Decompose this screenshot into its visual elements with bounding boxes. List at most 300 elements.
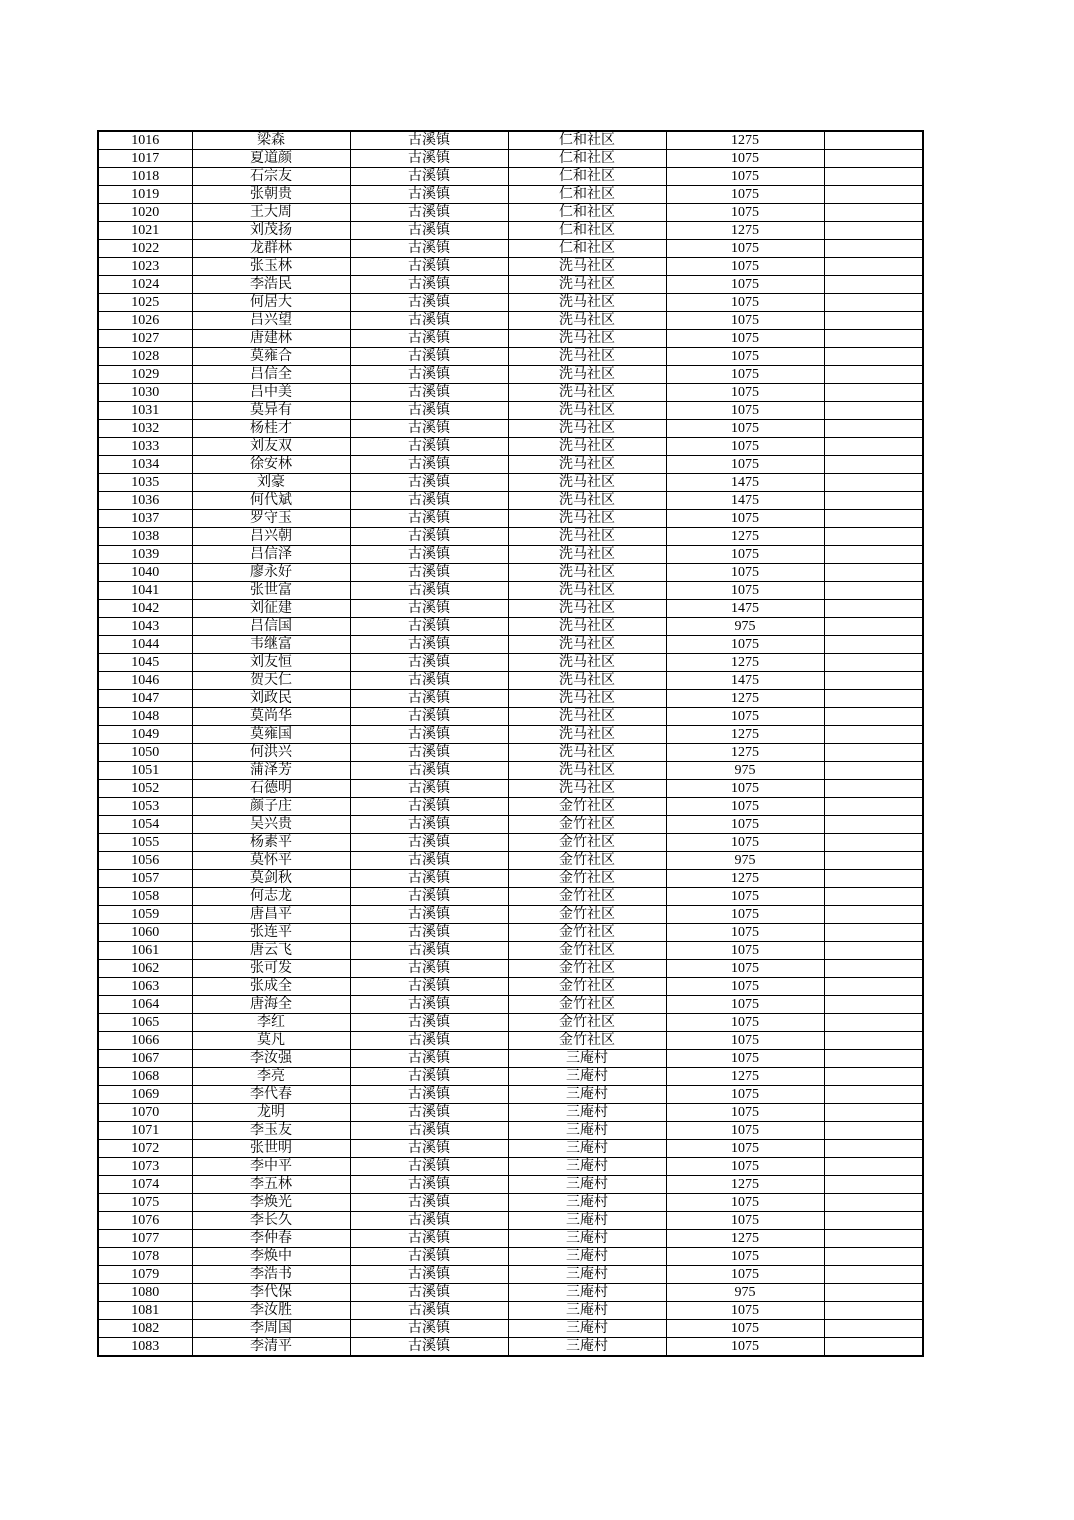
- town-cell: 古溪镇: [350, 402, 508, 420]
- row-number-cell: 1060: [98, 924, 192, 942]
- amount-cell: 1075: [666, 1032, 824, 1050]
- name-cell: 石德明: [192, 780, 350, 798]
- note-cell: [824, 528, 923, 546]
- row-number-cell: 1043: [98, 618, 192, 636]
- table-row: [98, 618, 923, 636]
- note-cell: [824, 330, 923, 348]
- town-cell: 古溪镇: [350, 510, 508, 528]
- community-cell: 仁和社区: [508, 222, 666, 240]
- note-cell: [824, 924, 923, 942]
- table-row: [98, 1032, 923, 1050]
- amount-cell: 1075: [666, 366, 824, 384]
- town-cell: 古溪镇: [350, 1176, 508, 1194]
- community-cell: 三庵村: [508, 1194, 666, 1212]
- town-cell: 古溪镇: [350, 1122, 508, 1140]
- amount-cell: 1275: [666, 654, 824, 672]
- note-cell: [824, 240, 923, 258]
- note-cell: [824, 150, 923, 168]
- town-cell: 古溪镇: [350, 186, 508, 204]
- community-cell: 洗马社区: [508, 366, 666, 384]
- name-cell: 莫雍国: [192, 726, 350, 744]
- note-cell: [824, 1104, 923, 1122]
- community-cell: 金竹社区: [508, 816, 666, 834]
- name-cell: 吕信全: [192, 366, 350, 384]
- community-cell: 洗马社区: [508, 726, 666, 744]
- row-number-cell: 1076: [98, 1212, 192, 1230]
- table-row: [98, 564, 923, 582]
- note-cell: [824, 780, 923, 798]
- table-row: [98, 978, 923, 996]
- name-cell: 杨素平: [192, 834, 350, 852]
- table-row: [98, 960, 923, 978]
- row-number-cell: 1026: [98, 312, 192, 330]
- row-number-cell: 1053: [98, 798, 192, 816]
- table-row: [98, 924, 923, 942]
- name-cell: 夏道颜: [192, 150, 350, 168]
- table-row: [98, 1284, 923, 1302]
- table-row: [98, 906, 923, 924]
- row-number-cell: 1064: [98, 996, 192, 1014]
- name-cell: 李焕中: [192, 1248, 350, 1266]
- amount-cell: 1275: [666, 528, 824, 546]
- amount-cell: 1075: [666, 204, 824, 222]
- amount-cell: 1075: [666, 240, 824, 258]
- amount-cell: 1075: [666, 1194, 824, 1212]
- town-cell: 古溪镇: [350, 420, 508, 438]
- row-number-cell: 1083: [98, 1338, 192, 1357]
- table-row: [98, 1122, 923, 1140]
- row-number-cell: 1016: [98, 131, 192, 150]
- name-cell: 吕信泽: [192, 546, 350, 564]
- community-cell: 金竹社区: [508, 852, 666, 870]
- note-cell: [824, 906, 923, 924]
- town-cell: 古溪镇: [350, 222, 508, 240]
- note-cell: [824, 420, 923, 438]
- amount-cell: 1075: [666, 942, 824, 960]
- community-cell: 洗马社区: [508, 474, 666, 492]
- note-cell: [824, 978, 923, 996]
- row-number-cell: 1080: [98, 1284, 192, 1302]
- table-row: [98, 330, 923, 348]
- note-cell: [824, 1014, 923, 1032]
- row-number-cell: 1052: [98, 780, 192, 798]
- community-cell: 仁和社区: [508, 204, 666, 222]
- amount-cell: 1075: [666, 780, 824, 798]
- community-cell: 三庵村: [508, 1140, 666, 1158]
- town-cell: 古溪镇: [350, 762, 508, 780]
- note-cell: [824, 366, 923, 384]
- amount-cell: 1075: [666, 636, 824, 654]
- amount-cell: 1075: [666, 1338, 824, 1357]
- row-number-cell: 1062: [98, 960, 192, 978]
- name-cell: 张成全: [192, 978, 350, 996]
- community-cell: 金竹社区: [508, 1014, 666, 1032]
- table-row: [98, 240, 923, 258]
- town-cell: 古溪镇: [350, 294, 508, 312]
- table-body: [98, 131, 923, 1356]
- table-row: [98, 672, 923, 690]
- amount-cell: 1475: [666, 492, 824, 510]
- amount-cell: 1075: [666, 1140, 824, 1158]
- name-cell: 刘友双: [192, 438, 350, 456]
- community-cell: 洗马社区: [508, 312, 666, 330]
- name-cell: 龙群林: [192, 240, 350, 258]
- table-row: [98, 168, 923, 186]
- table-row: [98, 888, 923, 906]
- name-cell: 莫异有: [192, 402, 350, 420]
- town-cell: 古溪镇: [350, 276, 508, 294]
- table-row: [98, 1266, 923, 1284]
- note-cell: [824, 708, 923, 726]
- amount-cell: 1075: [666, 1266, 824, 1284]
- amount-cell: 1075: [666, 258, 824, 276]
- note-cell: [824, 654, 923, 672]
- note-cell: [824, 744, 923, 762]
- community-cell: 洗马社区: [508, 780, 666, 798]
- row-number-cell: 1025: [98, 294, 192, 312]
- table-row: [98, 546, 923, 564]
- note-cell: [824, 1302, 923, 1320]
- town-cell: 古溪镇: [350, 906, 508, 924]
- table-row: [98, 204, 923, 222]
- community-cell: 洗马社区: [508, 294, 666, 312]
- name-cell: 何代斌: [192, 492, 350, 510]
- amount-cell: 1275: [666, 690, 824, 708]
- community-cell: 洗马社区: [508, 492, 666, 510]
- town-cell: 古溪镇: [350, 384, 508, 402]
- town-cell: 古溪镇: [350, 1266, 508, 1284]
- name-cell: 梁森: [192, 131, 350, 150]
- row-number-cell: 1033: [98, 438, 192, 456]
- community-cell: 洗马社区: [508, 762, 666, 780]
- table-row: [98, 186, 923, 204]
- name-cell: 唐昌平: [192, 906, 350, 924]
- community-cell: 金竹社区: [508, 888, 666, 906]
- amount-cell: 1075: [666, 1050, 824, 1068]
- community-cell: 洗马社区: [508, 258, 666, 276]
- table-row: [98, 1212, 923, 1230]
- community-cell: 洗马社区: [508, 348, 666, 366]
- town-cell: 古溪镇: [350, 852, 508, 870]
- table-row: [98, 1194, 923, 1212]
- row-number-cell: 1073: [98, 1158, 192, 1176]
- row-number-cell: 1046: [98, 672, 192, 690]
- table-row: [98, 510, 923, 528]
- town-cell: 古溪镇: [350, 1014, 508, 1032]
- row-number-cell: 1081: [98, 1302, 192, 1320]
- name-cell: 颜子庄: [192, 798, 350, 816]
- community-cell: 三庵村: [508, 1122, 666, 1140]
- name-cell: 李周国: [192, 1320, 350, 1338]
- note-cell: [824, 1248, 923, 1266]
- row-number-cell: 1051: [98, 762, 192, 780]
- amount-cell: 1075: [666, 798, 824, 816]
- table-row: [98, 420, 923, 438]
- row-number-cell: 1082: [98, 1320, 192, 1338]
- note-cell: [824, 510, 923, 528]
- table-row: [98, 438, 923, 456]
- name-cell: 刘茂扬: [192, 222, 350, 240]
- name-cell: 李代保: [192, 1284, 350, 1302]
- table-row: [98, 600, 923, 618]
- amount-cell: 1075: [666, 1302, 824, 1320]
- table-row: [98, 1158, 923, 1176]
- community-cell: 三庵村: [508, 1266, 666, 1284]
- table-row: [98, 348, 923, 366]
- town-cell: 古溪镇: [350, 996, 508, 1014]
- amount-cell: 1275: [666, 1230, 824, 1248]
- town-cell: 古溪镇: [350, 1050, 508, 1068]
- amount-cell: 1075: [666, 708, 824, 726]
- table-row: [98, 1320, 923, 1338]
- table-row: [98, 528, 923, 546]
- table-row: [98, 456, 923, 474]
- community-cell: 洗马社区: [508, 420, 666, 438]
- table-row: [98, 1086, 923, 1104]
- row-number-cell: 1036: [98, 492, 192, 510]
- note-cell: [824, 1158, 923, 1176]
- note-cell: [824, 1194, 923, 1212]
- amount-cell: 1075: [666, 168, 824, 186]
- name-cell: 李清平: [192, 1338, 350, 1357]
- town-cell: 古溪镇: [350, 366, 508, 384]
- town-cell: 古溪镇: [350, 1068, 508, 1086]
- row-number-cell: 1029: [98, 366, 192, 384]
- table-row: [98, 1050, 923, 1068]
- town-cell: 古溪镇: [350, 582, 508, 600]
- name-cell: 唐海全: [192, 996, 350, 1014]
- community-cell: 洗马社区: [508, 744, 666, 762]
- row-number-cell: 1032: [98, 420, 192, 438]
- note-cell: [824, 168, 923, 186]
- community-cell: 金竹社区: [508, 798, 666, 816]
- note-cell: [824, 726, 923, 744]
- table-row: [98, 384, 923, 402]
- town-cell: 古溪镇: [350, 978, 508, 996]
- row-number-cell: 1066: [98, 1032, 192, 1050]
- table-row: [98, 492, 923, 510]
- amount-cell: 975: [666, 762, 824, 780]
- town-cell: 古溪镇: [350, 258, 508, 276]
- row-number-cell: 1035: [98, 474, 192, 492]
- name-cell: 李长久: [192, 1212, 350, 1230]
- row-number-cell: 1040: [98, 564, 192, 582]
- town-cell: 古溪镇: [350, 564, 508, 582]
- community-cell: 洗马社区: [508, 330, 666, 348]
- table-row: [98, 1014, 923, 1032]
- note-cell: [824, 888, 923, 906]
- amount-cell: 1075: [666, 348, 824, 366]
- table-row: [98, 1230, 923, 1248]
- row-number-cell: 1072: [98, 1140, 192, 1158]
- name-cell: 吕中美: [192, 384, 350, 402]
- community-cell: 洗马社区: [508, 564, 666, 582]
- amount-cell: 975: [666, 852, 824, 870]
- note-cell: [824, 1320, 923, 1338]
- row-number-cell: 1017: [98, 150, 192, 168]
- name-cell: 张可发: [192, 960, 350, 978]
- name-cell: 李中平: [192, 1158, 350, 1176]
- name-cell: 杨桂才: [192, 420, 350, 438]
- table-row: [98, 582, 923, 600]
- name-cell: 李浩民: [192, 276, 350, 294]
- table-row: [98, 654, 923, 672]
- row-number-cell: 1059: [98, 906, 192, 924]
- row-number-cell: 1019: [98, 186, 192, 204]
- note-cell: [824, 834, 923, 852]
- table-row: [98, 636, 923, 654]
- note-cell: [824, 474, 923, 492]
- amount-cell: 1075: [666, 960, 824, 978]
- community-cell: 洗马社区: [508, 672, 666, 690]
- amount-cell: 1075: [666, 1014, 824, 1032]
- row-number-cell: 1057: [98, 870, 192, 888]
- row-number-cell: 1041: [98, 582, 192, 600]
- name-cell: 罗守玉: [192, 510, 350, 528]
- community-cell: 三庵村: [508, 1212, 666, 1230]
- town-cell: 古溪镇: [350, 1158, 508, 1176]
- table-row: [98, 834, 923, 852]
- row-number-cell: 1063: [98, 978, 192, 996]
- community-cell: 仁和社区: [508, 131, 666, 150]
- name-cell: 莫尚华: [192, 708, 350, 726]
- name-cell: 李仲春: [192, 1230, 350, 1248]
- town-cell: 古溪镇: [350, 618, 508, 636]
- row-number-cell: 1069: [98, 1086, 192, 1104]
- note-cell: [824, 384, 923, 402]
- town-cell: 古溪镇: [350, 150, 508, 168]
- name-cell: 刘政民: [192, 690, 350, 708]
- table-row: [98, 1176, 923, 1194]
- table-row: [98, 258, 923, 276]
- amount-cell: 1075: [666, 978, 824, 996]
- amount-cell: 1275: [666, 1176, 824, 1194]
- name-cell: 吕兴望: [192, 312, 350, 330]
- community-cell: 洗马社区: [508, 600, 666, 618]
- table-row: [98, 1248, 923, 1266]
- amount-cell: 1075: [666, 582, 824, 600]
- row-number-cell: 1045: [98, 654, 192, 672]
- community-cell: 洗马社区: [508, 528, 666, 546]
- town-cell: 古溪镇: [350, 456, 508, 474]
- amount-cell: 1075: [666, 816, 824, 834]
- row-number-cell: 1034: [98, 456, 192, 474]
- note-cell: [824, 762, 923, 780]
- row-number-cell: 1027: [98, 330, 192, 348]
- town-cell: 古溪镇: [350, 1248, 508, 1266]
- table-row: [98, 131, 923, 150]
- table-row: [98, 996, 923, 1014]
- note-cell: [824, 816, 923, 834]
- town-cell: 古溪镇: [350, 528, 508, 546]
- name-cell: 韦继富: [192, 636, 350, 654]
- town-cell: 古溪镇: [350, 204, 508, 222]
- note-cell: [824, 636, 923, 654]
- community-cell: 三庵村: [508, 1068, 666, 1086]
- note-cell: [824, 1140, 923, 1158]
- town-cell: 古溪镇: [350, 131, 508, 150]
- note-cell: [824, 870, 923, 888]
- community-cell: 三庵村: [508, 1176, 666, 1194]
- town-cell: 古溪镇: [350, 1284, 508, 1302]
- row-number-cell: 1044: [98, 636, 192, 654]
- town-cell: 古溪镇: [350, 546, 508, 564]
- amount-cell: 1075: [666, 150, 824, 168]
- town-cell: 古溪镇: [350, 744, 508, 762]
- community-cell: 金竹社区: [508, 834, 666, 852]
- row-number-cell: 1049: [98, 726, 192, 744]
- amount-cell: 1075: [666, 294, 824, 312]
- community-cell: 三庵村: [508, 1230, 666, 1248]
- note-cell: [824, 582, 923, 600]
- note-cell: [824, 222, 923, 240]
- name-cell: 蒲泽芳: [192, 762, 350, 780]
- town-cell: 古溪镇: [350, 438, 508, 456]
- note-cell: [824, 1176, 923, 1194]
- note-cell: [824, 1086, 923, 1104]
- amount-cell: 1075: [666, 312, 824, 330]
- amount-cell: 1075: [666, 564, 824, 582]
- community-cell: 金竹社区: [508, 1032, 666, 1050]
- table-row: [98, 744, 923, 762]
- note-cell: [824, 600, 923, 618]
- town-cell: 古溪镇: [350, 924, 508, 942]
- community-cell: 金竹社区: [508, 906, 666, 924]
- table-row: [98, 762, 923, 780]
- table-row: [98, 312, 923, 330]
- name-cell: 张朝贵: [192, 186, 350, 204]
- name-cell: 李代春: [192, 1086, 350, 1104]
- community-cell: 金竹社区: [508, 942, 666, 960]
- note-cell: [824, 960, 923, 978]
- name-cell: 徐安林: [192, 456, 350, 474]
- amount-cell: 1075: [666, 834, 824, 852]
- community-cell: 仁和社区: [508, 186, 666, 204]
- note-cell: [824, 942, 923, 960]
- row-number-cell: 1054: [98, 816, 192, 834]
- town-cell: 古溪镇: [350, 690, 508, 708]
- row-number-cell: 1075: [98, 1194, 192, 1212]
- table-row: [98, 150, 923, 168]
- community-cell: 洗马社区: [508, 654, 666, 672]
- town-cell: 古溪镇: [350, 240, 508, 258]
- amount-cell: 1075: [666, 276, 824, 294]
- community-cell: 三庵村: [508, 1338, 666, 1357]
- name-cell: 何志龙: [192, 888, 350, 906]
- row-number-cell: 1024: [98, 276, 192, 294]
- row-number-cell: 1023: [98, 258, 192, 276]
- name-cell: 张世富: [192, 582, 350, 600]
- name-cell: 李焕光: [192, 1194, 350, 1212]
- name-cell: 石宗友: [192, 168, 350, 186]
- town-cell: 古溪镇: [350, 870, 508, 888]
- name-cell: 吕信国: [192, 618, 350, 636]
- community-cell: 洗马社区: [508, 438, 666, 456]
- table-row: [98, 1140, 923, 1158]
- town-cell: 古溪镇: [350, 312, 508, 330]
- town-cell: 古溪镇: [350, 1230, 508, 1248]
- name-cell: 莫凡: [192, 1032, 350, 1050]
- community-cell: 三庵村: [508, 1320, 666, 1338]
- note-cell: [824, 798, 923, 816]
- community-cell: 三庵村: [508, 1284, 666, 1302]
- row-number-cell: 1058: [98, 888, 192, 906]
- amount-cell: 1275: [666, 744, 824, 762]
- table-row: [98, 870, 923, 888]
- amount-cell: 1075: [666, 420, 824, 438]
- table-row: [98, 780, 923, 798]
- amount-cell: 1275: [666, 870, 824, 888]
